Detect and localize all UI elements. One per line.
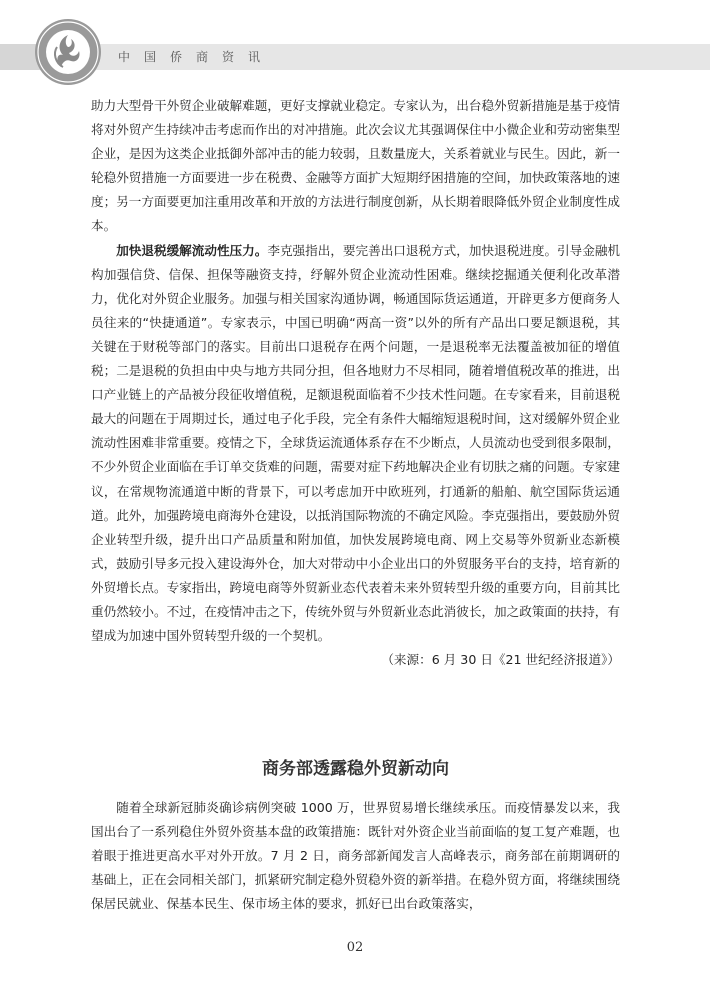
article-body: [91, 94, 620, 672]
header-band: [0, 44, 710, 70]
section-body: [91, 796, 620, 916]
page-header: [0, 0, 710, 80]
paragraph-text: 李克强指出，要完善出口退税方式，加快退税进度。引导金融机构加强信贷、信保、担保等融资支持，纾解外贸企业流动性困难。继续挖掘通关便利化改革潜力，优化对外贸企业服务。加强与相关国家沟通协调，畅通国际货运通道，开辟更多方便商务人员往来的“快捷通道”。专家表示，中国已明确“两高一资”以外的所有产品出口要足额退税，其关键在于财税等部门的落实。目前出口退税存在两个问题，一是退税率无法覆盖被加征的增值税；二是退税的负担由中央与地方共同分担，但各地财力不尽相同，随着增值税改革的推进，出口产业链上的产品被分段征收增值税，足额退税面临着不少技术性问题。在专家看来，目前退税最大的问题在于周期过长，通过电子化手段，完全有条件大幅缩短退税时间，这对缓解外贸企业流动性困难非常重要。疫情之下，全球货运流通体系存在不少断点，人员流动也受到很多限制，不少外贸企业面临在手订单交货难的问题，需要对症下药地解决企业有切肤之痛的问题。专家建议，在常规物流通道中断的背景下，可以考虑加开中欧班列，打通新的船舶、航空国际货运通道。此外，加强跨境电商海外仓建设，以抵消国际物流的不确定风险。李克强指出，要鼓励外贸企业转型升级，提升出口产品质量和附加值，加快发展跨境电商、网上交易等外贸新业态新模式，鼓励引导多元投入建设海外仓，加大对带动中小企业出口的外贸服务平台的支持，培育新的外贸增长点。专家指出，跨境电商等外贸新业态代表着未来外贸转型升级的重要方向，目前其比重仍然较小。不过，在疫情冲击之下，传统外贸与外贸新业态此消彼长，加之政策面的扶持，有望成为加速中国外贸转型升级的一个契机。: [91, 242, 621, 644]
paragraph: [91, 239, 620, 649]
section-title: 商务部透露稳外贸新动向: [262, 759, 449, 779]
paragraph: 随着全球新冠肺炎确诊病例突破 1000 万，世界贸易增长继续承压。而疫情暴发以来，我国出台了一系列稳住外贸外资基本盘的政策措施：既针对外资企业当前面临的复工复产难题，也着眼于推进更高水平对外开放。7 月 2 日，商务部新闻发言人高峰表示，商务部在前期调研的基础上，正在会同相关部门，抓紧研究制定稳外贸稳外资的新举措。在稳外贸方面，将继续围绕保居民就业、保基本民生、保市场主体的要求，抓好已出台政策落实，: [91, 800, 620, 912]
publication-logo: [33, 17, 103, 87]
page-number: 02: [346, 940, 364, 955]
source-citation: （来源：6 月 30 日《21 世纪经济报道》）: [381, 652, 620, 668]
paragraph-heading: 加快退税缓解流动性压力。: [116, 242, 268, 258]
header-title: 中国侨商资讯: [118, 50, 275, 64]
paragraph: 助力大型骨干外贸企业破解难题，更好支撑就业稳定。专家认为，出台稳外贸新措施是基于疫情将对外贸产生持续冲击考虑而作出的对冲措施。此次会议尤其强调保住中小微企业和劳动密集型企业，是因为这类企业抵御外部冲击的能力较弱，且数量庞大，关系着就业与民生。因此，新一轮稳外贸措施一方面要进一步在税费、金融等方面扩大短期纾困措施的空间，加快政策落地的速度；另一方面要更加注重用改革和开放的方法进行制度创新，从长期着眼降低外贸企业制度性成本。: [91, 98, 620, 234]
